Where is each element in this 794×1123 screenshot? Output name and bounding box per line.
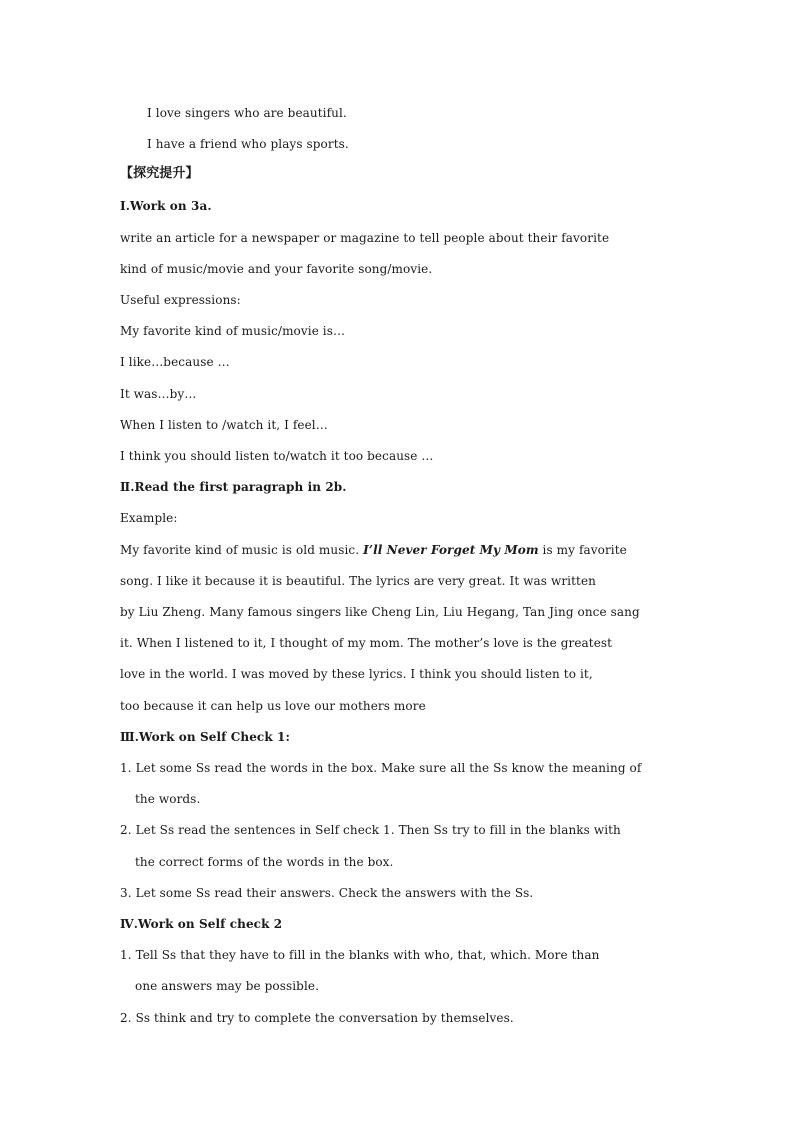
paragraph-line: write an article for a newspaper or magazine to tell people about their favorite xyxy=(120,231,610,245)
step-heading-3: Ⅲ.Work on Self Check 1: xyxy=(120,730,291,744)
paragraph-line: it. When I listened to it, I thought of my mom. The mother’s love is the greatest xyxy=(120,636,613,650)
paragraph-line: by Liu Zheng. Many famous singers like Cheng Lin, Liu Hegang, Tan Jing once sang xyxy=(120,605,640,619)
step-heading-2: Ⅱ.Read the first paragraph in 2b. xyxy=(120,480,347,494)
list-item: 2. Ss think and try to complete the conversation by themselves. xyxy=(120,1011,514,1025)
paragraph-line: too because it can help us love our mothers more xyxy=(120,699,426,713)
list-item: 3. Let some Ss read their answers. Check the answers with the Ss. xyxy=(120,886,534,900)
list-item: 1. Let some Ss read the words in the box. Make sure all the Ss know the meaning of xyxy=(120,761,642,775)
expression-line: I like…because … xyxy=(120,355,230,369)
expression-line: My favorite kind of music/movie is… xyxy=(120,324,346,338)
paragraph-line: Useful expressions: xyxy=(120,293,241,307)
paragraph-line: Example: xyxy=(120,511,178,525)
section-heading: 【探究提升】 xyxy=(120,166,199,181)
list-item: 2. Let Ss read the sentences in Self check 1. Then Ss try to fill in the blanks with xyxy=(120,823,621,837)
expression-line: When I listen to /watch it, I feel… xyxy=(120,418,328,432)
step-heading-1: Ⅰ.Work on 3a. xyxy=(120,199,212,213)
paragraph-line: love in the world. I was moved by these lyrics. I think you should listen to it, xyxy=(120,667,593,681)
paragraph-line xyxy=(120,542,627,558)
expression-line: It was…by… xyxy=(120,387,197,401)
list-item-continuation: the words. xyxy=(135,792,201,806)
text-run: My favorite kind of music is old music. xyxy=(120,543,364,557)
example-sentence: I have a friend who plays sports. xyxy=(147,137,349,151)
list-item-continuation: one answers may be possible. xyxy=(135,979,320,993)
expression-line: I think you should listen to/watch it too because … xyxy=(120,449,434,463)
example-sentence: I love singers who are beautiful. xyxy=(147,106,347,120)
list-item-continuation: the correct forms of the words in the box. xyxy=(135,855,394,869)
text-run: is my favorite xyxy=(538,543,627,557)
paragraph-line: kind of music/movie and your favorite song/movie. xyxy=(120,262,433,276)
list-item: 1. Tell Ss that they have to fill in the blanks with who, that, which. More than xyxy=(120,948,600,962)
step-heading-4: Ⅳ.Work on Self check 2 xyxy=(120,917,283,931)
paragraph-line: song. I like it because it is beautiful. The lyrics are very great. It was written xyxy=(120,574,596,588)
song-title: I’ll Never Forget My Mom xyxy=(363,543,539,557)
